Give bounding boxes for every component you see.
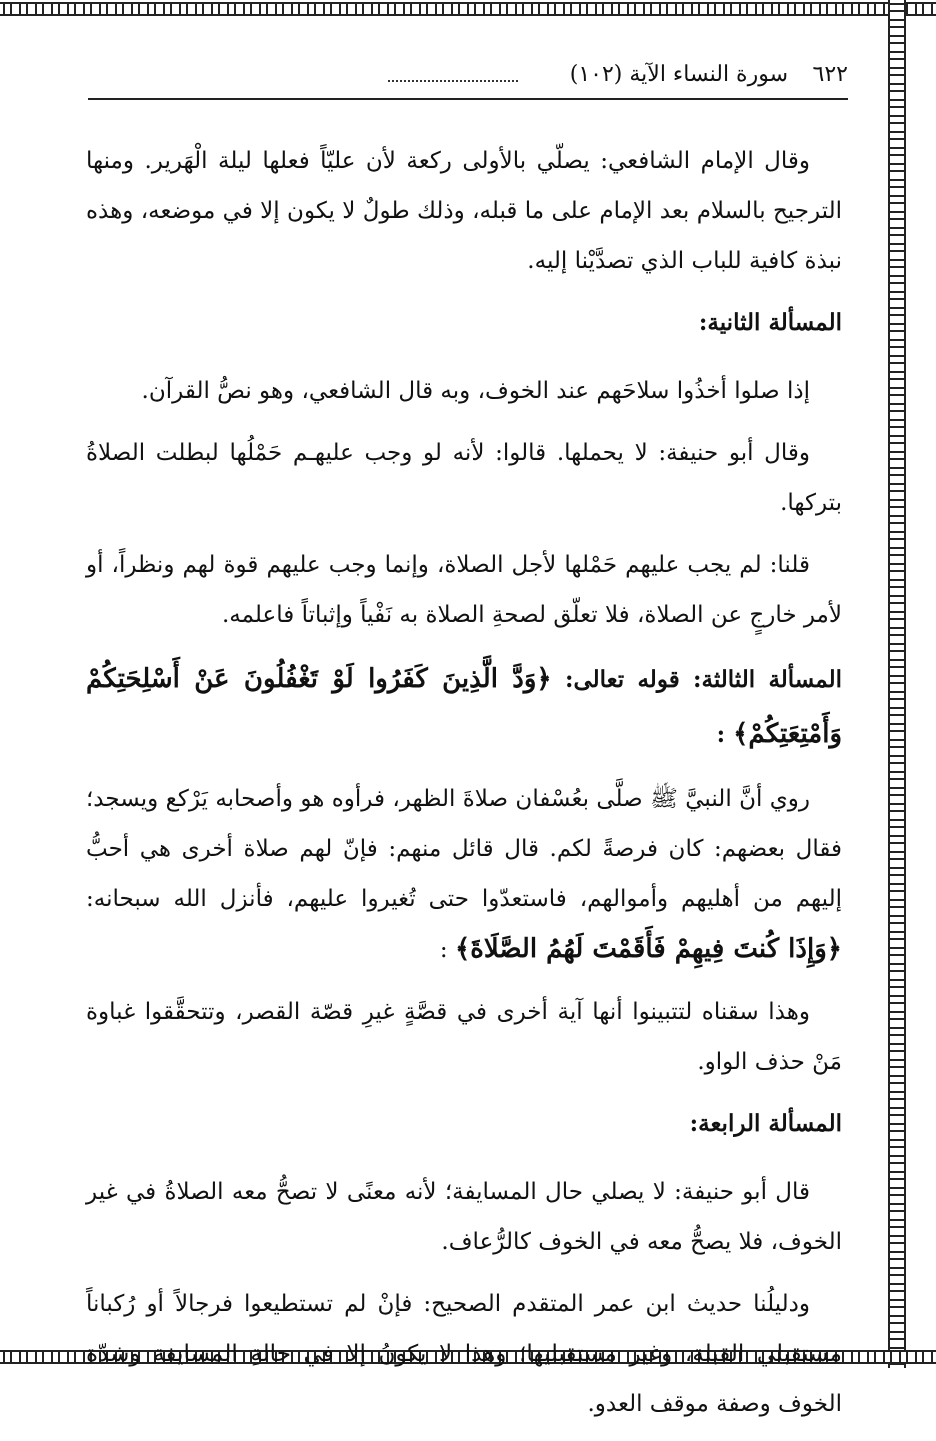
- heading-issue-2: المسألة الثانية:: [698, 309, 842, 336]
- heading-issue-3-colon: :: [716, 721, 726, 748]
- paragraph-2: إذا صلوا أخذُوا سلاحَهم عند الخوف، وبه قال الشافعي، وهو نصُّ القرآن.: [141, 378, 810, 404]
- heading-issue-3: [86, 652, 842, 762]
- running-title: سورة النساء الآية (١٠٢): [569, 62, 788, 87]
- header-rule: [88, 98, 848, 100]
- heading-issue-4: المسألة الرابعة:: [689, 1110, 842, 1137]
- paragraph-6: وهذا سقناه لتتبينوا أنها آية أخرى في قصَّةٍ غيرِ قصّة القصر، وتتحقَّقوا غباوة مَنْ حذف الواو.: [86, 999, 842, 1075]
- header-leader-dots: [388, 80, 518, 82]
- page-border-top: [0, 2, 936, 16]
- quran-verse-2: ﴿وَإِذَا كُنتَ فِيهِمْ فَأَقَمْتَ لَهُمُ الصَّلَاةَ﴾: [454, 934, 842, 964]
- paragraph-1: وقال الإمام الشافعي: يصلّي بالأولى ركعة لأن عليّاً فعلها ليلة الْهَرير. ومنها الترجيح بالسلام بعد الإمام على ما قبله، وذلك طولٌ لا يكون إلا في موضعه، وهذه نبذة كافية للباب الذي تصدَّيْنا إليه.: [86, 148, 842, 274]
- heading-issue-3-label: المسألة الثالثة: قوله تعالى:: [564, 666, 842, 693]
- running-header: [88, 58, 848, 94]
- page-border-right: [888, 0, 906, 1368]
- paragraph-3: وقال أبو حنيفة: لا يحملها. قالوا: لأنه لو وجب عليهـم حَمْلُها لبطلت الصلاةُ بتركها.: [86, 440, 842, 516]
- paragraph-5-colon: :: [439, 937, 448, 963]
- paragraph-7: قال أبو حنيفة: لا يصلي حال المسايفة؛ لأنه معنًى لا تصحُّ معه الصلاةُ في غير الخوف، فلا يصحُّ معه في الخوف كالرُّعاف.: [86, 1179, 842, 1255]
- page-body: [86, 136, 842, 1441]
- page-number: ٦٢٢: [812, 62, 848, 87]
- paragraph-8: ودليلُنا حديث ابن عمر المتقدم الصحيح: فإنْ لم تستطيعوا فرجالاً أو رُكباناً مستقبلي القبلة، وغير مستقبليها؛ وهذا لا يكونُ إلا في حالةِ المسايفة وشدّة الخوف وصفة موقف العدو.: [86, 1291, 842, 1417]
- paragraph-4: قلنا: لم يجب عليهم حَمْلها لأجل الصلاة، وإنما وجب عليهم قوة لهم ونظراً، أو لأمر خارجٍ عن الصلاة، فلا تعلّق لصحةِ الصلاة به نَفْياً وإثباتاً فاعلمه.: [86, 552, 842, 628]
- paragraph-5: [86, 774, 842, 975]
- quran-verse-1: ﴿وَدَّ الَّذِينَ كَفَرُوا لَوْ تَغْفُلُونَ عَنْ أَسْلِحَتِكُمْ وَأَمْتِعَتِكُمْ﴾: [86, 664, 842, 749]
- paragraph-5-text: روي أنَّ النبيَّ ﷺ صلَّى بعُسْفان صلاةَ الظهر، فرأوه هو وأصحابه يَرْكع ويسجد؛ فقال بعضهم: كان فرصةً لكم. قال قائل منهم: فإنّ لهم صلاة أخرى هي أحبُّ إليهم من أهليهم وأموالهم، فاستعدّوا حتى تُغيروا عليهم، فأنزل الله سبحانه:: [86, 786, 842, 912]
